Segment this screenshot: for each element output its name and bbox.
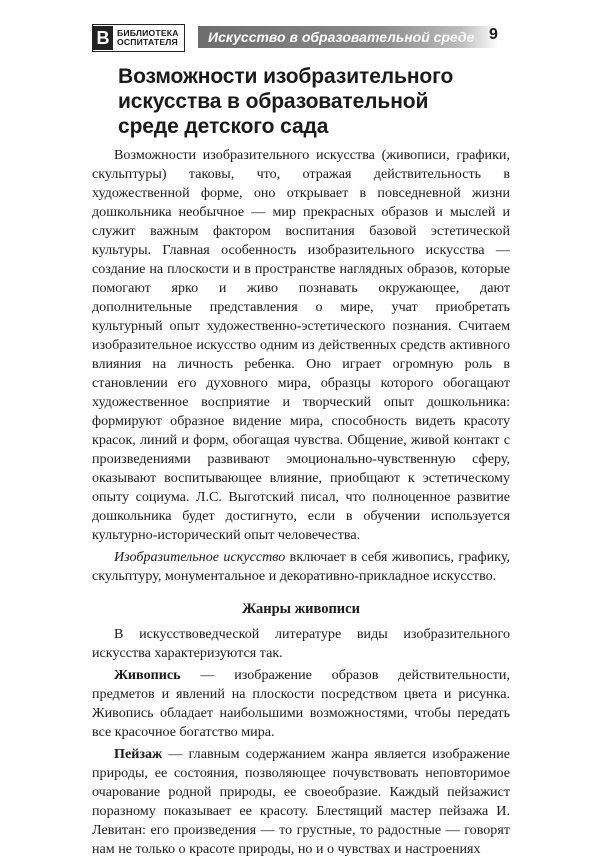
title-line-2: искусства в образовательной [118,90,429,113]
logo-line-1: БИБЛИОТЕКА [117,27,179,38]
paragraph-landscape [92,745,510,859]
series-logo [92,24,185,52]
page-number: 9 [489,26,498,43]
paragraph-painting [92,666,510,742]
term-fine-art: Изобразительное искусство [114,549,286,565]
section-banner: Искусство в образовательной среде [198,26,498,48]
logo-text [113,29,184,48]
page-title [118,64,498,139]
page-header [92,24,512,52]
title-line-1: Возможности изобразительного [118,65,454,88]
paragraph-definition-text: включает в себя живопись, графику, скульптуру, монументальное и декоративно-прикладное искусство. [92,549,510,584]
logo-line-2: ОСПИТАТЕЛЯ [117,37,178,47]
term-painting: Живопись [114,667,181,683]
title-line-3: среде детского сада [118,115,329,138]
paragraph-definition [92,548,510,586]
paragraph-kinds: В искусствоведческой литературе виды изобразительного искусства характеризуются так. [92,626,510,661]
paragraph-landscape-text: — главным содержанием жанра является изображение природы, ее состояния, позволяющее почувствовать неповторимое очарование родной природы, ее своеобразие. Каждый пейзажист поразному показывает ее красоту. Блестящий мастер пейзажа И. Левитан: его произведения — то грустные, то радостные — говорят нам не только о красоте природы, но и о чувствах и настроениях [92,746,510,857]
logo-letter: B [93,26,113,50]
paragraph-intro: Возможности изобразительного искусства (живописи, графики, скульптуры) таковы, что, отражая действительность в художественной форме, оно открывает в повседневной жизни дошкольника необычное — мир прекрасных образов и мыслей и служит важным фактором воспитания базовой эстетической культуры. Главная особенность изобразительного искусства — создание на плоскости и в пространстве наглядных образов, которые помогают ярко и живо познавать окружающее, дают дополнительные представления о мире, учат приобретать культурный опыт художественно-эстетического познания. Считаем изобразительное искусство одним из действенных средств активного влияния на личность ребенка. Оно играет огромную роль в становлении его духовного мира, образцы которого обогащают художественное восприятие и творческий опыт дошкольника: формируют образное видение мира, способность видеть красоту красок, линий и форм, обогащая чувства. Общение, живой контакт с произведениями развивают эмоционально-чувственную сферу, оказывают воспитывающее влияние, приобщают к эстетическому опыту социума. Л.С. Выготский писал, что полноценное развитие дошкольника будет достигнуто, если в обучении используется культурно-исторический опыт человечества. [92,147,510,543]
term-landscape: Пейзаж [114,746,163,762]
body-text [92,146,510,859]
paragraph-painting-text: — изображение образов действительности, предметов и явлений на плоскости посредством цвета и рисунка. Живопись обладает наибольшими возможностями, чтобы передать все красочное богатство мира. [92,667,510,740]
section-heading: Жанры живописи [242,601,360,617]
